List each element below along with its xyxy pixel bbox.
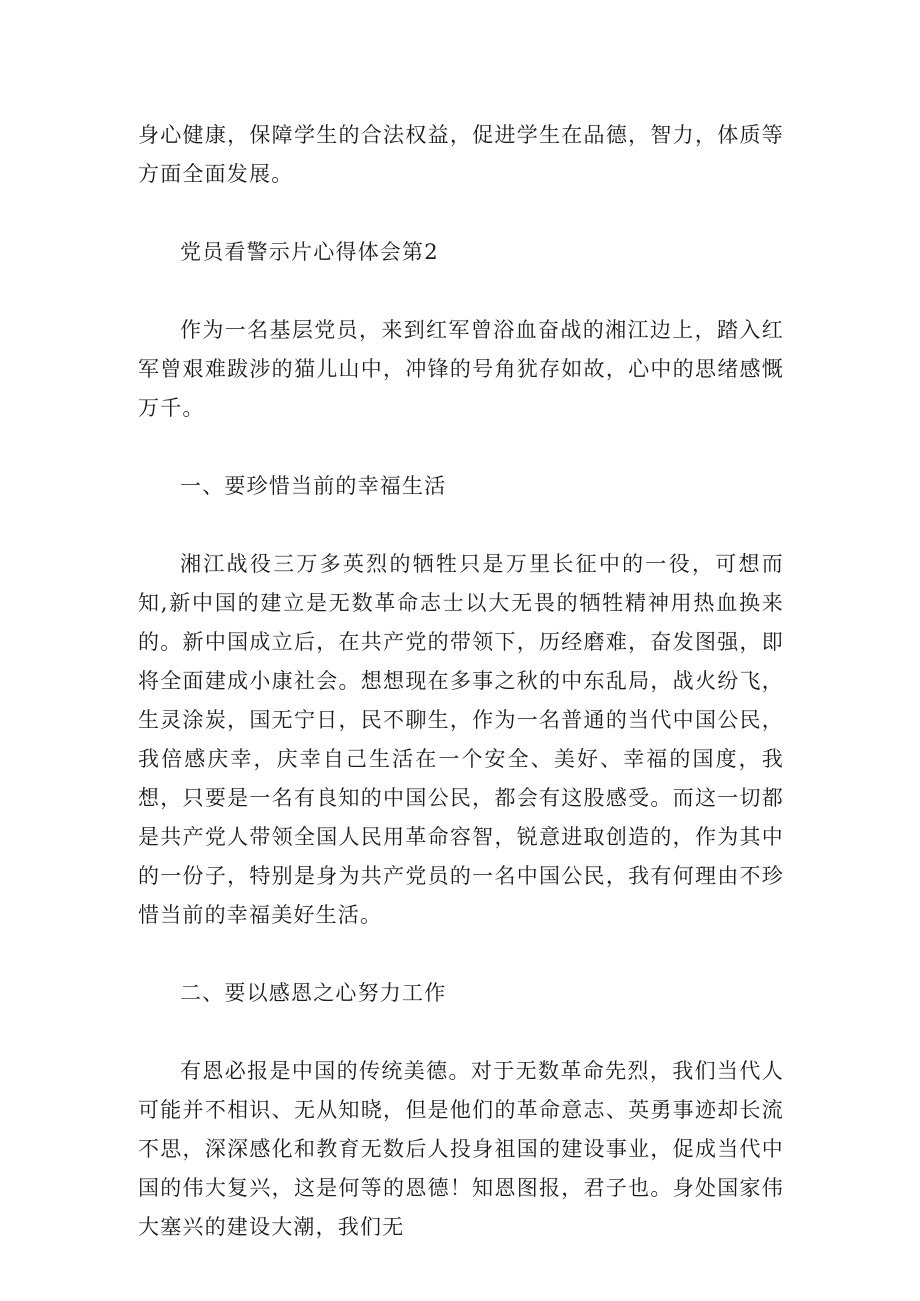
paragraph-gap (138, 272, 784, 311)
document-body (138, 116, 784, 1247)
paragraph-gap (138, 194, 784, 233)
paragraph-intro: 作为一名基层党员，来到红军曾浴血奋战的湘江边上，踏入红军曾艰难跋涉的猫儿山中，冲锋的号角犹存如故，心中的思绪感慨万千。 (138, 318, 784, 420)
paragraph-cherish-life: 湘江战役三万多英烈的牺牲只是万里长征中的一役，可想而知,新中国的建立是无数革命志士以大无畏的牺牲精神用热血换来的。新中国成立后，在共产党的带领下，历经磨难，奋发图强，即将全面建成小康社会。想想现在多事之秋的中东乱局，战火纷飞，生灵涂炭，国无宁日，民不聊生，作为一名普通的当代中国公民，我倍感庆幸，庆幸自己生活在一个安全、美好、幸福的国度，我想，只要是一名有良知的中国公民，都会有这股感受。而这一切都是共产党人带领全国人民用革命容智，锐意进取创造的，作为其中的一份子，特别是身为共产党员的一名中国公民，我有何理由不珍惜当前的幸福美好生活。 (138, 552, 784, 927)
paragraph-gap (138, 1013, 784, 1052)
heading-one: 一、要珍惜当前的幸福生活 (180, 474, 447, 498)
paragraph-gratitude: 有恩必报是中国的传统美德。对于无数革命先烈，我们当代人可能并不相识、无从知晓，但是他们的革命意志、英勇事迹却长流不思，深深感化和教育无数后人投身祖国的建设事业，促成当代中国的伟大复兴，这是何等的恩德！知恩图报，君子也。身处国家伟大塞兴的建设大潮，我们无 (138, 1059, 784, 1239)
paragraph-gap (138, 428, 784, 467)
heading-two: 二、要以感恩之心努力工作 (180, 981, 447, 1005)
paragraph-continuation: 身心健康，保障学生的合法权益，促进学生在品德，智力，体质等方面全面发展。 (138, 123, 784, 186)
paragraph-gap (138, 935, 784, 974)
paragraph-gap (138, 506, 784, 545)
section-title: 党员看警示片心得体会第2 (180, 240, 439, 264)
